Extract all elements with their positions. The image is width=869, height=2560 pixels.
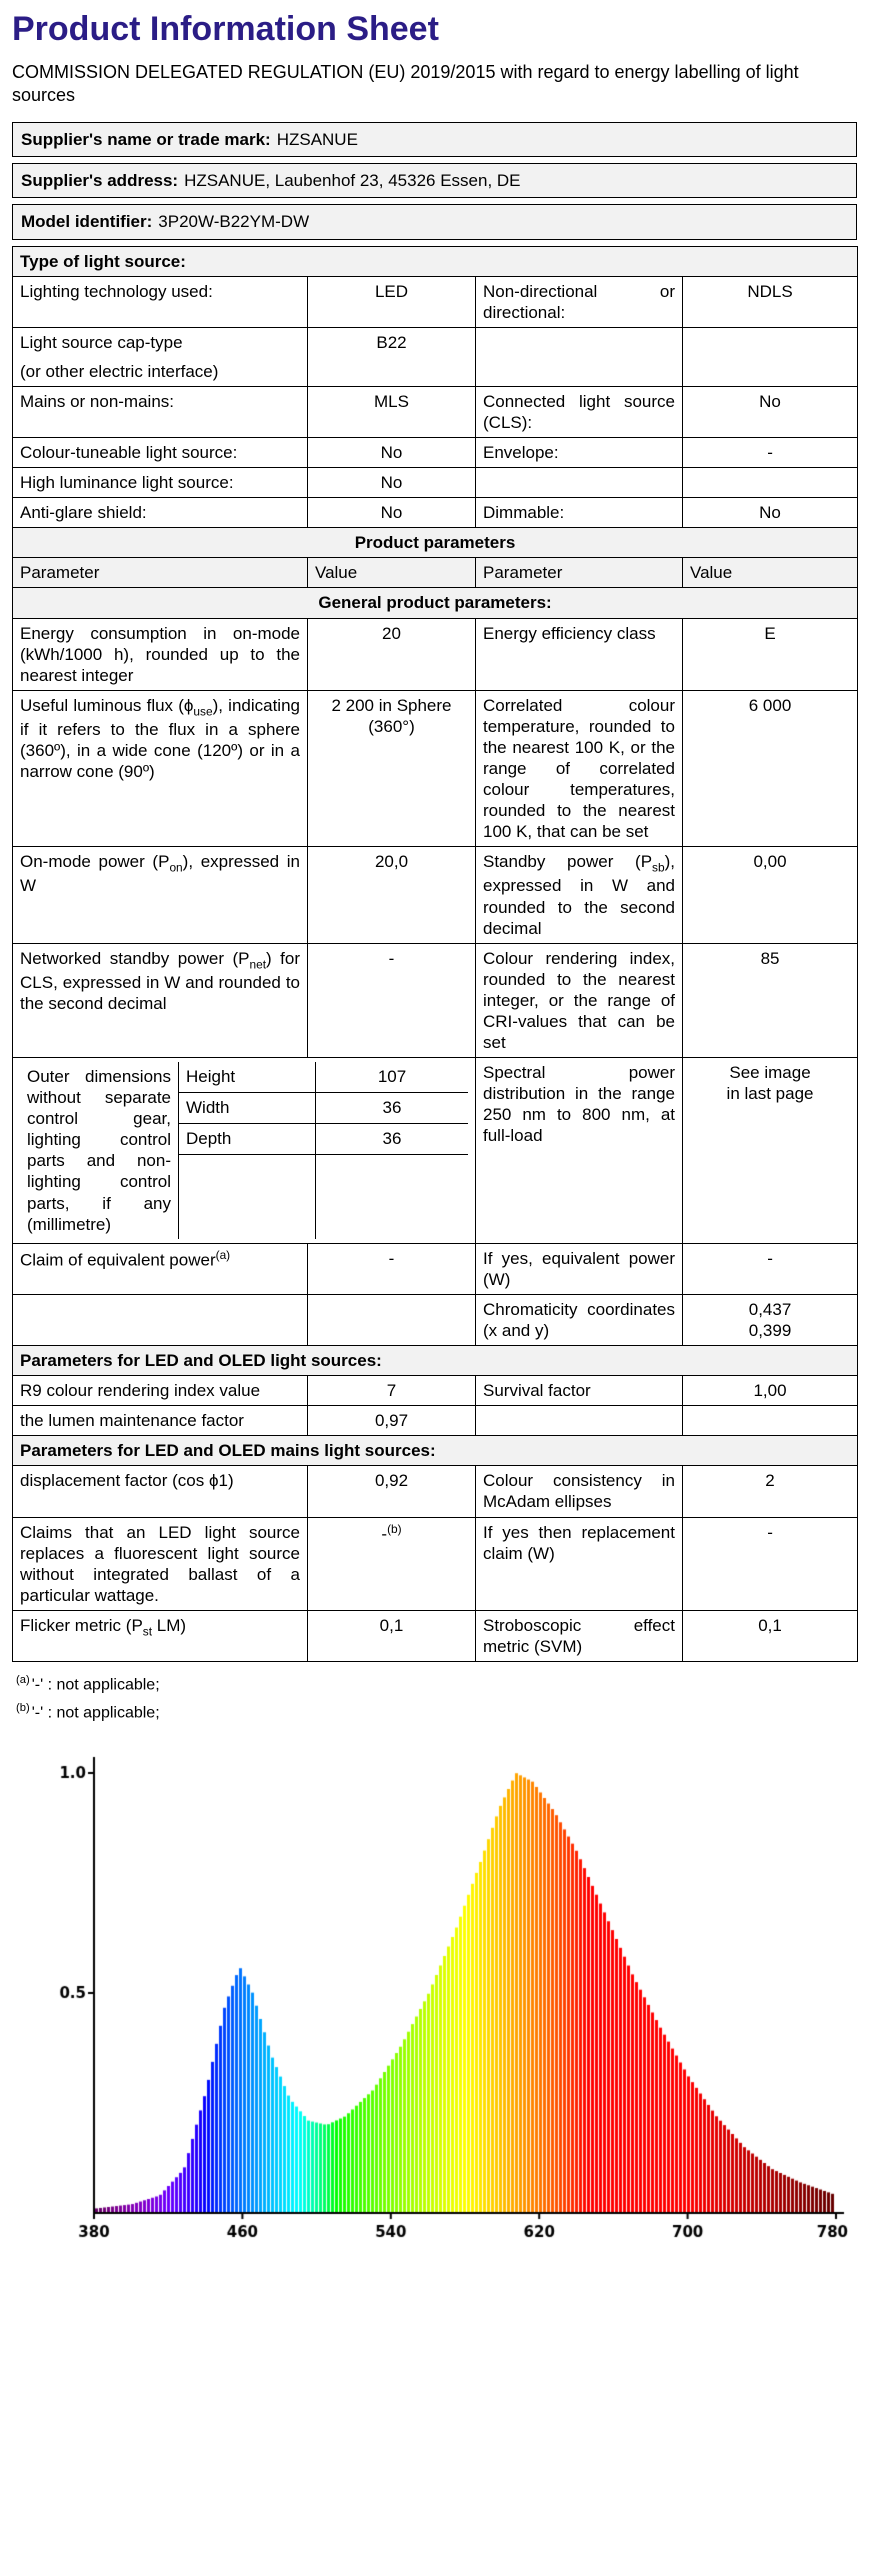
footnote-a-marker: (a) [16,1673,30,1686]
value-replacement-claim-watts: - [683,1517,858,1610]
value-energy-consumption: 20 [308,618,476,690]
text-part: Standby power (P [483,852,653,872]
param-equivalent-power-claim [13,1243,308,1294]
value-correlated-colour-temperature: 6 000 [683,690,858,847]
value-lighting-technology: LED [308,276,476,327]
param-displacement-factor: displacement factor (cos ϕ1) [13,1466,308,1517]
text-part: Claim of equivalent power [20,1250,216,1270]
value-energy-efficiency-class: E [683,618,858,690]
outer-dimensions-grid [20,1062,468,1239]
dimensions-filler [315,1155,468,1239]
cap-type-line1: Light source cap-type [20,332,183,352]
param-empty-cell [13,1294,308,1345]
text-part: ) for CLS, expressed in W and rounded to the second decimal [20,948,300,1013]
param-empty-cell [476,468,683,498]
supplier-name-label: Supplier's name or trade mark: [21,129,271,149]
dimension-width-label: Width [178,1093,315,1124]
supplier-name-row [12,122,857,157]
value-chromaticity [683,1294,858,1345]
row-luminous-flux [13,690,858,847]
chromaticity-x: 0,437 [748,1299,792,1319]
value-empty-cell [683,1406,858,1436]
col-header-parameter-1: Parameter [13,558,308,588]
footnote-b [16,1702,857,1722]
row-r9 [13,1376,858,1406]
value-high-luminance: No [308,468,476,498]
value-directional: NDLS [683,276,858,327]
value-envelope: - [683,438,858,468]
value-lumen-maintenance: 0,97 [308,1406,476,1436]
param-colour-rendering-index: Colour rendering index, rounded to the nearest integer, or the range of CRI-values that can be set [476,943,683,1057]
footnotes [16,1674,857,1723]
row-on-mode-power [13,847,858,943]
footnote-b-text: '-' : not applicable; [31,1704,160,1722]
dimension-depth-label: Depth [178,1124,315,1155]
param-outer-dimensions: Outer dimensions without separate control gear, lighting control parts and non-lighting control parts, if any (millimetre) [27,1067,171,1234]
section-header-general: General product parameters: [13,588,858,618]
product-information-sheet [12,10,857,2253]
subscript: net [249,957,267,972]
outer-dimensions-cell [13,1058,476,1244]
text-part: - [381,1524,388,1544]
col-header-value-2: Value [683,558,858,588]
row-dimensions [13,1058,858,1244]
footnote-a-text: '-' : not applicable; [31,1676,160,1694]
param-standby-power [476,847,683,943]
param-lumen-maintenance: the lumen maintenance factor [13,1406,308,1436]
value-stroboscopic-effect: 0,1 [683,1610,858,1661]
param-chromaticity: Chromaticity coordinates (x and y) [476,1294,683,1345]
value-if-yes-equivalent-power: - [683,1243,858,1294]
chromaticity-y: 0,399 [748,1320,792,1340]
value-colour-consistency: 2 [683,1466,858,1517]
spd-chart-canvas [48,1753,848,2253]
value-equivalent-power-claim: - [308,1243,476,1294]
param-if-yes-equivalent-power: If yes, equivalent power (W) [476,1243,683,1294]
param-empty-cell [476,1406,683,1436]
param-envelope: Envelope: [476,438,683,468]
value-networked-standby: - [308,943,476,1057]
section-row-type [13,246,858,276]
row-anti-glare [13,498,858,528]
parameters-table [12,246,858,1662]
param-cap-type [13,327,308,386]
param-energy-efficiency-class: Energy efficiency class [476,618,683,690]
param-dimmable: Dimmable: [476,498,683,528]
param-directional: Non-directional or directional: [476,276,683,327]
text-part: Useful luminous flux (ϕ [20,695,194,715]
param-colour-consistency: Colour consistency in McAdam ellipses [476,1466,683,1517]
value-mains: MLS [308,386,476,437]
section-header-led-oled-mains: Parameters for LED and OLED mains light sources: [13,1436,858,1466]
dimension-height-label: Height [178,1062,315,1093]
row-cap-type [13,327,858,386]
subscript: use [193,704,213,719]
col-header-parameter-2: Parameter [476,558,683,588]
subscript: st [142,1624,153,1639]
value-empty-cell [308,1294,476,1345]
row-lumen-maintenance [13,1406,858,1436]
dimensions-filler [178,1155,315,1239]
value-survival-factor: 1,00 [683,1376,858,1406]
col-header-value-1: Value [308,558,476,588]
value-colour-tuneable: No [308,438,476,468]
value-luminous-flux: 2 200 in Sphere (360°) [308,690,476,847]
row-flicker-metric [13,1610,858,1661]
value-flicker-metric: 0,1 [308,1610,476,1661]
param-replacement-claim-watts: If yes then replacement claim (W) [476,1517,683,1610]
spectral-power-distribution-chart [48,1753,857,2253]
value-on-mode-power: 20,0 [308,847,476,943]
text-part: Flicker metric (P [20,1615,143,1635]
value-fluorescent-replacement-claim [308,1517,476,1610]
text-part: On-mode power (P [20,852,170,872]
param-survival-factor: Survival factor [476,1376,683,1406]
param-connected-light-source: Connected light source (CLS): [476,386,683,437]
param-correlated-colour-temperature: Correlated colour temperature, rounded to the nearest 100 K, or the range of correlated colour temperatures, rounded to the nearest 100 K, that can be set [476,690,683,847]
see-image-line2: in last page [726,1084,814,1104]
page-title: Product Information Sheet [12,10,439,48]
value-empty-cell [683,468,858,498]
row-lighting-technology [13,276,858,327]
param-luminous-flux [13,690,308,847]
row-chromaticity [13,1294,858,1345]
text-part: LM) [152,1615,187,1635]
param-flicker-metric [13,1610,308,1661]
section-header-led-oled: Parameters for LED and OLED light sources: [13,1346,858,1376]
param-colour-tuneable: Colour-tuneable light source: [13,438,308,468]
section-header-product-parameters: Product parameters [13,528,858,558]
section-row-led-oled [13,1346,858,1376]
row-param-value-header [13,558,858,588]
subscript: sb [652,860,665,875]
param-lighting-technology: Lighting technology used: [13,276,308,327]
value-displacement-factor: 0,92 [308,1466,476,1517]
param-high-luminance: High luminance light source: [13,468,308,498]
value-anti-glare: No [308,498,476,528]
value-colour-rendering-index: 85 [683,943,858,1057]
param-spectral-power-distribution: Spectral power distribution in the range 250 nm to 800 nm, at full-load [476,1058,683,1244]
supplier-name-value: HZSANUE [276,129,358,149]
value-dimmable: No [683,498,858,528]
row-energy-consumption [13,618,858,690]
value-cap-type: B22 [308,327,476,386]
param-on-mode-power [13,847,308,943]
row-equivalent-power-claim [13,1243,858,1294]
dimension-height-value: 107 [315,1062,468,1093]
text-part: ), expressed in W and rounded to the second decimal [483,852,675,938]
footnote-a [16,1674,857,1694]
value-r9-index: 7 [308,1376,476,1406]
superscript: (b) [387,1521,402,1536]
param-r9-index: R9 colour rendering index value [13,1376,308,1406]
param-networked-standby [13,943,308,1057]
supplier-address-value: HZSANUE, Laubenhof 23, 45326 Essen, DE [184,171,521,191]
value-spectral-power-distribution [683,1058,858,1244]
row-colour-tuneable [13,438,858,468]
param-anti-glare: Anti-glare shield: [13,498,308,528]
regulation-subtitle: COMMISSION DELEGATED REGULATION (EU) 2019/2015 with regard to energy labelling of light sources [12,62,799,106]
value-standby-power: 0,00 [683,847,858,943]
section-row-led-oled-mains [13,1436,858,1466]
text-part: Networked standby power (P [20,948,250,968]
section-row-product-parameters [13,528,858,558]
param-mains: Mains or non-mains: [13,386,308,437]
subscript: on [169,860,183,875]
superscript: (a) [215,1247,231,1262]
param-fluorescent-replacement-claim: Claims that an LED light source replaces a fluorescent light source without integrated ballast of a particular wattage. [13,1517,308,1610]
section-row-general [13,588,858,618]
footnote-b-marker: (b) [16,1702,30,1715]
param-energy-consumption: Energy consumption in on-mode (kWh/1000 h), rounded up to the nearest integer [13,618,308,690]
dimension-width-value: 36 [315,1093,468,1124]
row-displacement-factor [13,1466,858,1517]
model-identifier-row [12,204,857,239]
text-part: ), indicating if it refers to the flux in a sphere (360º), in a wide cone (120º) or in a narrow cone (90º) [20,695,300,782]
model-identifier-value: 3P20W-B22YM-DW [158,212,310,232]
see-image-line1: See image [729,1063,811,1083]
row-high-luminance [13,468,858,498]
section-header-type-of-light-source: Type of light source: [13,246,858,276]
supplier-address-row [12,163,857,198]
row-fluorescent-replacement-claim [13,1517,858,1610]
row-mains [13,386,858,437]
param-stroboscopic-effect: Stroboscopic effect metric (SVM) [476,1610,683,1661]
dimension-depth-value: 36 [315,1124,468,1155]
model-identifier-label: Model identifier: [21,212,153,232]
text-part: ), expressed in W [20,852,300,896]
param-empty-cell [476,327,683,386]
supplier-address-label: Supplier's address: [21,171,179,191]
row-networked-standby [13,943,858,1057]
value-connected-light-source: No [683,386,858,437]
cap-type-line2: (or other electric interface) [20,361,219,381]
value-empty-cell [683,327,858,386]
